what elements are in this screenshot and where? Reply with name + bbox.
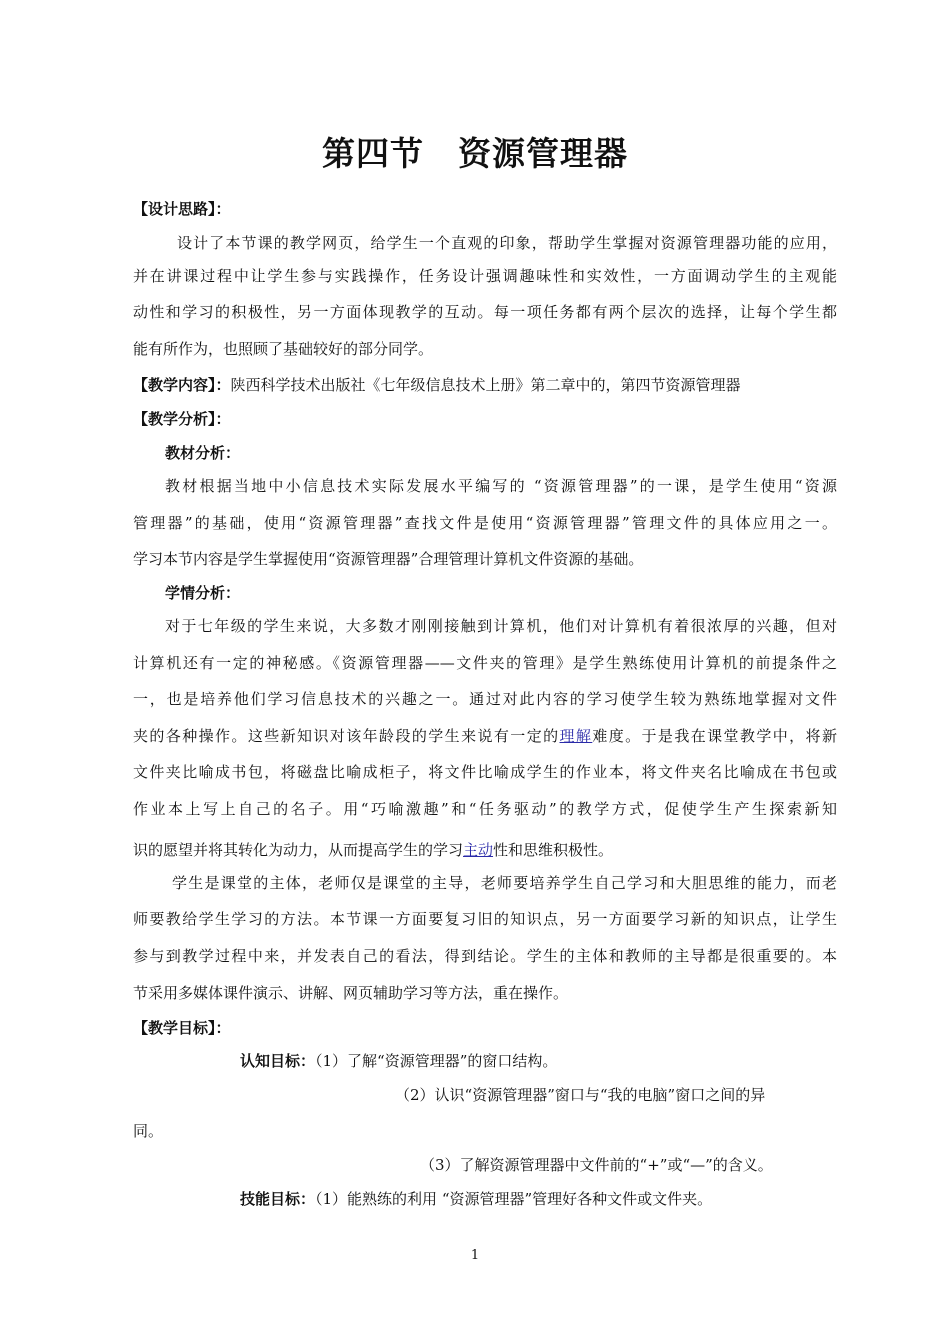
material-line-2: 管理器”的基础，使用“资源管理器”查找文件是使用“资源管理器”管理文件的具体应用之一。	[133, 514, 837, 532]
design-line-4: 能有所作为，也照顾了基础较好的部分同学。	[133, 340, 434, 358]
student-line-7	[133, 840, 837, 860]
link-understand[interactable]: 理解	[559, 727, 593, 745]
page-number: 1	[470, 1248, 480, 1263]
skill-1: （1）能熟练的利用 “资源管理器”管理好各种文件或文件夹。	[315, 1190, 713, 1208]
cognitive-1: （1）了解“资源管理器”的窗口结构。	[315, 1052, 558, 1070]
page-title: 第四节 资源管理器	[322, 134, 628, 173]
design-line-1: 设计了本节课的教学网页，给学生一个直观的印象，帮助学生掌握对资源管理器功能的应用，	[177, 234, 837, 252]
goals-heading: 【教学目标】：	[133, 1019, 231, 1037]
cognitive-label: 认知目标：	[240, 1052, 316, 1070]
material-heading: 教材分析：	[165, 444, 241, 462]
student-line-7-post: 性和思维积极性。	[493, 841, 614, 859]
design-heading: 【设计思路】：	[133, 200, 231, 218]
content-text: 陕西科学技术出版社《七年级信息技术上册》第二章中的，第四节资源管理器	[230, 376, 741, 394]
student-line-4-post: 难度。于是我在课堂教学中，将新	[592, 727, 837, 745]
content-line	[133, 375, 837, 395]
content-heading: 【教学内容】：	[133, 376, 231, 394]
student-line-7-pre: 识的愿望并将其转化为动力，从而提高学生的学习	[133, 841, 464, 859]
analysis-heading: 【教学分析】：	[133, 410, 231, 428]
student-line-6: 作业本上写上自己的名子。用“巧喻激趣”和“任务驱动”的教学方式，促使学生产生探索新知	[133, 800, 837, 818]
skill-label: 技能目标：	[240, 1190, 316, 1208]
cognitive-line-3: （3）了解资源管理器中文件前的“+”或“—”的含义。	[420, 1156, 773, 1174]
subject-line-2: 师要教给学生学习的方法。本节课一方面要复习旧的知识点，另一方面要学习新的知识点，让学生	[133, 910, 837, 928]
student-heading: 学情分析：	[165, 584, 241, 602]
link-initiative[interactable]: 主动	[463, 841, 494, 859]
material-line-3: 学习本节内容是学生掌握使用“资源管理器”合理管理计算机文件资源的基础。	[133, 550, 644, 568]
subject-line-1: 学生是课堂的主体，老师仅是课堂的主导，老师要培养学生自己学习和大胆思维的能力，而老	[172, 874, 837, 892]
cognitive-line-2a: （2）认识“资源管理器”窗口与“我的电脑”窗口之间的异	[395, 1086, 766, 1104]
cognitive-line-2b: 同。	[133, 1122, 164, 1140]
student-line-4	[133, 726, 837, 746]
material-line-1: 教材根据当地中小信息技术实际发展水平编写的 “资源管理器”的一课，是学生使用“资源	[165, 477, 837, 495]
student-line-2: 计算机还有一定的神秘感。《资源管理器——文件夹的管理》是学生熟练使用计算机的前提条件之	[133, 654, 837, 672]
skill-line-1	[240, 1189, 837, 1209]
student-line-1: 对于七年级的学生来说，大多数才刚刚接触到计算机，他们对计算机有着很浓厚的兴趣，但对	[165, 617, 837, 635]
design-line-2: 并在讲课过程中让学生参与实践操作，任务设计强调趣味性和实效性，一方面调动学生的主观能	[133, 267, 837, 285]
student-line-5: 文件夹比喻成书包，将磁盘比喻成柜子，将文件比喻成学生的作业本，将文件夹名比喻成在书包或	[133, 763, 837, 781]
student-line-3: 一，也是培养他们学习信息技术的兴趣之一。通过对此内容的学习使学生较为熟练地掌握对文件	[133, 690, 837, 708]
subject-line-4: 节采用多媒体课件演示、讲解、网页辅助学习等方法，重在操作。	[133, 984, 569, 1002]
subject-line-3: 参与到教学过程中来，并发表自己的看法，得到结论。学生的主体和教师的主导都是很重要的。本	[133, 947, 837, 965]
cognitive-line-1	[240, 1051, 837, 1071]
design-line-3: 动性和学习的积极性，另一方面体现教学的互动。每一项任务都有两个层次的选择，让每个学生都	[133, 303, 837, 321]
student-line-4-pre: 夹的各种操作。这些新知识对该年龄段的学生来说有一定的	[133, 727, 560, 745]
